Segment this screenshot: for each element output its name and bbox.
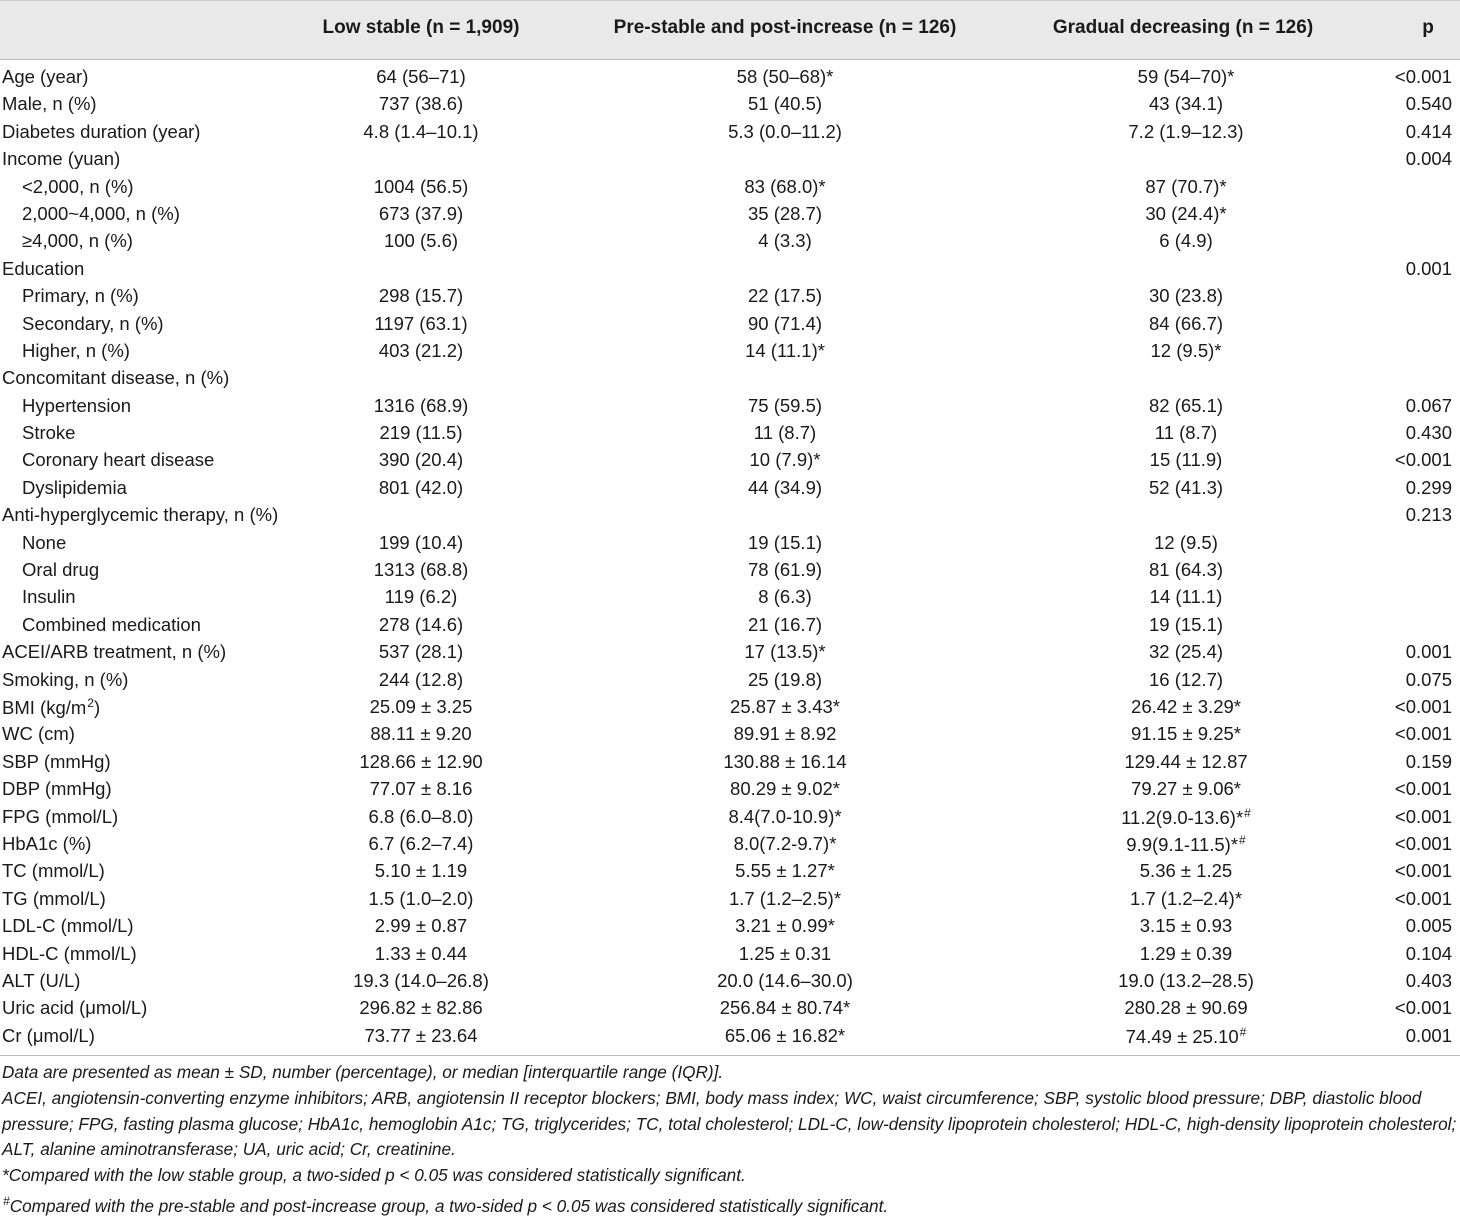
row-label: WC (cm)	[2, 723, 75, 745]
cell-p-value: <0.001	[1394, 723, 1452, 745]
cell-pre-stable-post-increase: 17 (13.5)*	[744, 641, 826, 663]
cell-pre-stable-post-increase: 58 (50–68)*	[736, 66, 834, 87]
cell-gradual-decreasing: 1.7 (1.2–2.4)*	[1129, 887, 1243, 909]
row-label: HbA1c (%)	[2, 832, 92, 854]
row-label: Insulin	[22, 586, 76, 608]
cell-gradual-decreasing: 79.27 ± 9.06*	[1131, 778, 1241, 800]
row-label: Smoking, n (%)	[2, 668, 129, 690]
cell-pre-stable-post-increase: 19 (15.1)	[747, 531, 823, 553]
cell-pre-stable-post-increase: 25 (19.8)	[747, 668, 823, 690]
row-label: ≥4,000, n (%)	[22, 230, 133, 252]
cell-pre-stable-post-increase: 11 (8.7)	[753, 422, 817, 444]
cell-p-value: 0.104	[1405, 942, 1452, 964]
table-row	[0, 885, 1460, 912]
cell-p-value: <0.001	[1394, 805, 1452, 827]
cell-gradual-decreasing: 14 (11.1)	[1149, 586, 1223, 608]
cell-gradual-decreasing: 32 (25.4)	[1148, 641, 1224, 663]
table-header-row	[0, 0, 1460, 60]
cell-p-value: 0.430	[1405, 422, 1452, 444]
row-label: None	[22, 531, 67, 553]
cell-low-stable: 1316 (68.9)	[373, 394, 469, 416]
row-label: Oral drug	[22, 559, 100, 581]
table-row	[0, 693, 1460, 720]
footnote-asterisk: *Compared with the low stable group, a two-sided p < 0.05 was considered statistically significant.	[2, 1165, 746, 1186]
hash-marker: #	[1239, 832, 1246, 847]
table-row	[0, 912, 1460, 939]
row-label: Coronary heart disease	[22, 449, 215, 471]
row-label: TC (mmol/L)	[2, 860, 105, 882]
cell-low-stable: 1197 (63.1)	[374, 312, 468, 334]
table-row	[0, 90, 1460, 117]
cell-gradual-decreasing: 11 (8.7)	[1154, 422, 1218, 444]
cell-p-value: <0.001	[1394, 66, 1452, 87]
cell-gradual-decreasing: 30 (23.8)	[1148, 285, 1224, 307]
cell-pre-stable-post-increase: 4 (3.3)	[758, 230, 812, 252]
cell-gradual-decreasing	[1126, 833, 1245, 856]
row-label: ALT (U/L)	[2, 969, 81, 991]
cell-low-stable: 119 (6.2)	[384, 586, 458, 608]
row-label: Higher, n (%)	[22, 339, 130, 361]
cell-p-value: <0.001	[1394, 860, 1452, 882]
row-label: Age (year)	[2, 66, 89, 87]
row-label: Combined medication	[22, 613, 201, 635]
cell-low-stable: 801 (42.0)	[378, 476, 464, 498]
table-row	[0, 173, 1460, 200]
row-label-tail: )	[93, 696, 101, 718]
row-label: HDL-C (mmol/L)	[2, 942, 137, 964]
cell-pre-stable-post-increase: 75 (59.5)	[747, 394, 823, 416]
table-body	[0, 60, 1460, 1049]
row-label: Dyslipidemia	[22, 476, 127, 498]
row-label: SBP (mmHg)	[2, 750, 111, 772]
table-row	[0, 638, 1460, 665]
cell-low-stable: 537 (28.1)	[378, 641, 464, 663]
cell-low-stable: 244 (12.8)	[378, 668, 464, 690]
cell-pre-stable-post-increase: 25.87 ± 3.43*	[730, 695, 840, 717]
row-label: Income (yuan)	[2, 148, 121, 170]
row-label: <2,000, n (%)	[22, 175, 134, 197]
row-label: Uric acid (μmol/L)	[2, 997, 148, 1019]
row-label: Male, n (%)	[2, 93, 97, 115]
cell-p-value: <0.001	[1394, 778, 1452, 800]
table-row	[0, 501, 1460, 528]
cell-p-value: <0.001	[1394, 449, 1452, 471]
cell-pre-stable-post-increase: 89.91 ± 8.92	[733, 723, 837, 745]
cell-gradual-decreasing: 82 (65.1)	[1148, 394, 1224, 416]
cell-low-stable: 73.77 ± 23.64	[364, 1024, 478, 1046]
footnote-hash	[2, 1189, 1458, 1220]
row-label-text: BMI (kg/m	[2, 696, 87, 718]
cell-low-stable: 737 (38.6)	[378, 93, 464, 115]
table-row	[0, 857, 1460, 884]
table-row	[0, 392, 1460, 419]
cell-gradual-decreasing: 81 (64.3)	[1148, 559, 1224, 581]
cell-gradual-decreasing	[1126, 1025, 1247, 1048]
cell-pre-stable-post-increase: 21 (16.7)	[747, 613, 823, 635]
cell-low-stable: 1004 (56.5)	[373, 175, 469, 197]
cell-low-stable: 219 (11.5)	[379, 422, 463, 444]
cell-low-stable: 1.5 (1.0–2.0)	[368, 887, 474, 909]
table-row	[0, 227, 1460, 254]
table-row	[0, 200, 1460, 227]
header-low-stable: Low stable (n = 1,909)	[322, 17, 520, 38]
table-row	[0, 118, 1460, 145]
table-row	[0, 666, 1460, 693]
cell-p-value: 0.005	[1405, 915, 1452, 937]
cell-gradual-decreasing: 52 (41.3)	[1148, 476, 1224, 498]
table-row	[0, 775, 1460, 802]
cell-pre-stable-post-increase: 78 (61.9)	[747, 559, 823, 581]
cell-pre-stable-post-increase: 130.88 ± 16.14	[723, 750, 847, 772]
cell-p-value: 0.067	[1405, 394, 1452, 416]
cell-gradual-decreasing: 43 (34.1)	[1148, 93, 1224, 115]
header-p-value: p	[1422, 17, 1434, 38]
row-label: Hypertension	[22, 394, 132, 416]
cell-gradual-decreasing: 12 (9.5)	[1154, 531, 1218, 553]
row-label: Secondary, n (%)	[22, 312, 164, 334]
table-row	[0, 1022, 1460, 1049]
row-label: ACEI/ARB treatment, n (%)	[2, 641, 227, 663]
cell-gradual-decreasing: 7.2 (1.9–12.3)	[1128, 120, 1244, 142]
row-label: 2,000~4,000, n (%)	[22, 202, 180, 224]
cell-low-stable: 100 (5.6)	[383, 230, 459, 252]
row-label	[2, 696, 100, 719]
cell-low-stable: 199 (10.4)	[378, 531, 464, 553]
cell-pre-stable-post-increase: 83 (68.0)*	[744, 175, 826, 197]
cell-p-value: 0.159	[1405, 750, 1452, 772]
cell-low-stable: 128.66 ± 12.90	[359, 750, 483, 772]
table-row	[0, 337, 1460, 364]
table-row	[0, 940, 1460, 967]
cell-p-value: 0.001	[1405, 641, 1452, 663]
row-label: Diabetes duration (year)	[2, 120, 201, 142]
cell-low-stable: 6.8 (6.0–8.0)	[368, 805, 474, 827]
hash-marker: #	[1244, 805, 1251, 820]
cell-gradual-decreasing: 5.36 ± 1.25	[1139, 860, 1233, 882]
row-label: FPG (mmol/L)	[2, 805, 119, 827]
cell-pre-stable-post-increase: 65.06 ± 16.82*	[724, 1024, 846, 1046]
row-label: Concomitant disease, n (%)	[2, 367, 230, 389]
header-gradual-decreasing: Gradual decreasing (n = 126)	[1052, 17, 1314, 38]
table-row	[0, 255, 1460, 282]
cell-pre-stable-post-increase: 256.84 ± 80.74*	[719, 997, 851, 1019]
row-label: DBP (mmHg)	[2, 778, 112, 800]
row-label: Cr (μmol/L)	[2, 1024, 95, 1046]
table-row	[0, 145, 1460, 172]
cell-low-stable: 19.3 (14.0–26.8)	[353, 969, 489, 991]
table-row	[0, 474, 1460, 501]
footnote-abbreviations: ACEI, angiotensin-converting enzyme inhibitors; ARB, angiotensin II receptor blockers; BMI, body mass index; WC, waist circumference; SBP, systolic blood pressure; DBP, diastolic blood pressure; FPG, fasting plasma glucose; HbA1c, hemoglobin A1c; TG, triglycerides; TC, total cholesterol; LDL-C, low-density lipoprotein cholesterol; HDL-C, high-density lipoprotein cholesterol; ALT, alanine aminotransferase; UA, uric acid; Cr, creatinine.	[2, 1087, 1457, 1160]
cell-p-value: 0.004	[1405, 148, 1452, 170]
cell-low-stable: 88.11 ± 9.20	[370, 723, 472, 745]
cell-low-stable: 6.7 (6.2–7.4)	[368, 832, 474, 854]
table-row	[0, 529, 1460, 556]
row-label: Stroke	[22, 422, 76, 444]
cell-low-stable: 1313 (68.8)	[373, 559, 469, 581]
cell-pre-stable-post-increase: 80.29 ± 9.02*	[730, 778, 840, 800]
cell-gradual-decreasing: 12 (9.5)*	[1150, 339, 1222, 361]
footnote-data-presentation: Data are presented as mean ± SD, number (percentage), or median [interquartile range (IQR)].	[2, 1062, 724, 1083]
cell-p-value: 0.213	[1405, 504, 1452, 526]
cell-pre-stable-post-increase: 14 (11.1)*	[745, 339, 825, 361]
cell-gradual-decreasing: 16 (12.7)	[1148, 668, 1224, 690]
header-pre-stable-post-increase: Pre-stable and post-increase (n = 126)	[613, 17, 957, 38]
cell-gradual-decreasing: 19.0 (13.2–28.5)	[1118, 969, 1254, 991]
cell-gradual-decreasing: 30 (24.4)*	[1145, 202, 1227, 224]
table-row	[0, 583, 1460, 610]
cell-p-value: <0.001	[1394, 695, 1452, 717]
table-row	[0, 310, 1460, 337]
cell-low-stable: 25.09 ± 3.25	[369, 695, 473, 717]
cell-p-value: <0.001	[1394, 832, 1452, 854]
cell-pre-stable-post-increase: 51 (40.5)	[747, 93, 823, 115]
cell-gradual-decreasing: 59 (54–70)*	[1137, 66, 1235, 87]
cell-p-value: 0.001	[1405, 257, 1452, 279]
cell-gradual-decreasing: 3.15 ± 0.93	[1139, 915, 1233, 937]
cell-gradual-decreasing: 19 (15.1)	[1148, 613, 1224, 635]
table-row	[0, 720, 1460, 747]
cell-gradual-decreasing: 129.44 ± 12.87	[1124, 750, 1248, 772]
cell-gradual-decreasing: 84 (66.7)	[1148, 312, 1224, 334]
cell-gradual-decreasing: 6 (4.9)	[1159, 230, 1213, 252]
cell-p-value: 0.299	[1405, 476, 1452, 498]
cell-value: 11.2(9.0-13.6)*	[1121, 806, 1244, 828]
table-row	[0, 446, 1460, 473]
cell-gradual-decreasing: 91.15 ± 9.25*	[1131, 723, 1241, 745]
footnote-hash-text: Compared with the pre-stable and post-increase group, a two-sided p < 0.05 was considered statistically significant.	[9, 1196, 889, 1217]
table-row	[0, 994, 1460, 1021]
cell-low-stable: 673 (37.9)	[378, 202, 464, 224]
cell-p-value: 0.414	[1405, 120, 1452, 142]
cell-low-stable: 1.33 ± 0.44	[374, 942, 468, 964]
table-row	[0, 282, 1460, 309]
cell-value: 9.9(9.1-11.5)*	[1126, 833, 1239, 855]
cell-p-value: 0.403	[1405, 969, 1452, 991]
table-row	[0, 419, 1460, 446]
row-label: Primary, n (%)	[22, 285, 139, 307]
table-row	[0, 364, 1460, 391]
cell-gradual-decreasing: 1.29 ± 0.39	[1139, 942, 1233, 964]
cell-low-stable: 64 (56–71)	[376, 66, 466, 87]
cell-pre-stable-post-increase: 1.25 ± 0.31	[738, 942, 832, 964]
cell-pre-stable-post-increase: 35 (28.7)	[747, 202, 823, 224]
cell-pre-stable-post-increase: 5.55 ± 1.27*	[735, 860, 835, 882]
table-row	[0, 611, 1460, 638]
cell-gradual-decreasing: 26.42 ± 3.29*	[1131, 695, 1241, 717]
table-row	[0, 830, 1460, 857]
hash-symbol: #	[3, 1194, 10, 1209]
cell-p-value: 0.001	[1405, 1024, 1452, 1046]
cell-pre-stable-post-increase: 5.3 (0.0–11.2)	[728, 120, 842, 142]
cell-pre-stable-post-increase: 90 (71.4)	[747, 312, 823, 334]
cell-pre-stable-post-increase: 1.7 (1.2–2.5)*	[728, 887, 842, 909]
cell-p-value: <0.001	[1394, 887, 1452, 909]
table-row	[0, 967, 1460, 994]
table-row	[0, 803, 1460, 830]
table-row	[0, 63, 1460, 90]
cell-low-stable: 296.82 ± 82.86	[359, 997, 483, 1019]
cell-low-stable: 278 (14.6)	[378, 613, 464, 635]
cell-gradual-decreasing: 87 (70.7)*	[1145, 175, 1227, 197]
cell-pre-stable-post-increase: 20.0 (14.6–30.0)	[717, 969, 853, 991]
cell-p-value: <0.001	[1394, 997, 1452, 1019]
cell-pre-stable-post-increase: 8.4(7.0-10.9)*	[728, 805, 842, 827]
row-label: Education	[2, 257, 85, 279]
cell-pre-stable-post-increase: 8 (6.3)	[758, 586, 812, 608]
cell-pre-stable-post-increase: 3.21 ± 0.99*	[735, 915, 835, 937]
cell-low-stable: 298 (15.7)	[378, 285, 464, 307]
cell-low-stable: 5.10 ± 1.19	[374, 860, 468, 882]
table-row	[0, 748, 1460, 775]
cell-pre-stable-post-increase: 8.0(7.2-9.7)*	[733, 832, 837, 854]
cell-p-value: 0.075	[1405, 668, 1452, 690]
cell-gradual-decreasing	[1121, 806, 1251, 829]
cell-gradual-decreasing: 280.28 ± 90.69	[1124, 997, 1248, 1019]
row-label: Anti-hyperglycemic therapy, n (%)	[2, 504, 279, 526]
cell-gradual-decreasing: 15 (11.9)	[1149, 449, 1223, 471]
cell-low-stable: 4.8 (1.4–10.1)	[363, 120, 479, 142]
row-label: LDL-C (mmol/L)	[2, 915, 134, 937]
hash-marker: #	[1239, 1024, 1247, 1039]
cell-low-stable: 2.99 ± 0.87	[374, 915, 468, 937]
cell-value: 74.49 ± 25.10	[1125, 1025, 1239, 1047]
cell-low-stable: 390 (20.4)	[378, 449, 464, 471]
table-footnotes	[0, 1056, 1460, 1220]
row-label: TG (mmol/L)	[2, 887, 106, 909]
table-row	[0, 556, 1460, 583]
cell-pre-stable-post-increase: 22 (17.5)	[747, 285, 823, 307]
cell-p-value: 0.540	[1405, 93, 1452, 115]
cell-pre-stable-post-increase: 10 (7.9)*	[749, 449, 821, 471]
row-label-superscript: 2	[87, 695, 94, 710]
cell-low-stable: 77.07 ± 8.16	[369, 778, 473, 800]
cell-pre-stable-post-increase: 44 (34.9)	[747, 476, 823, 498]
cell-low-stable: 403 (21.2)	[378, 339, 464, 361]
